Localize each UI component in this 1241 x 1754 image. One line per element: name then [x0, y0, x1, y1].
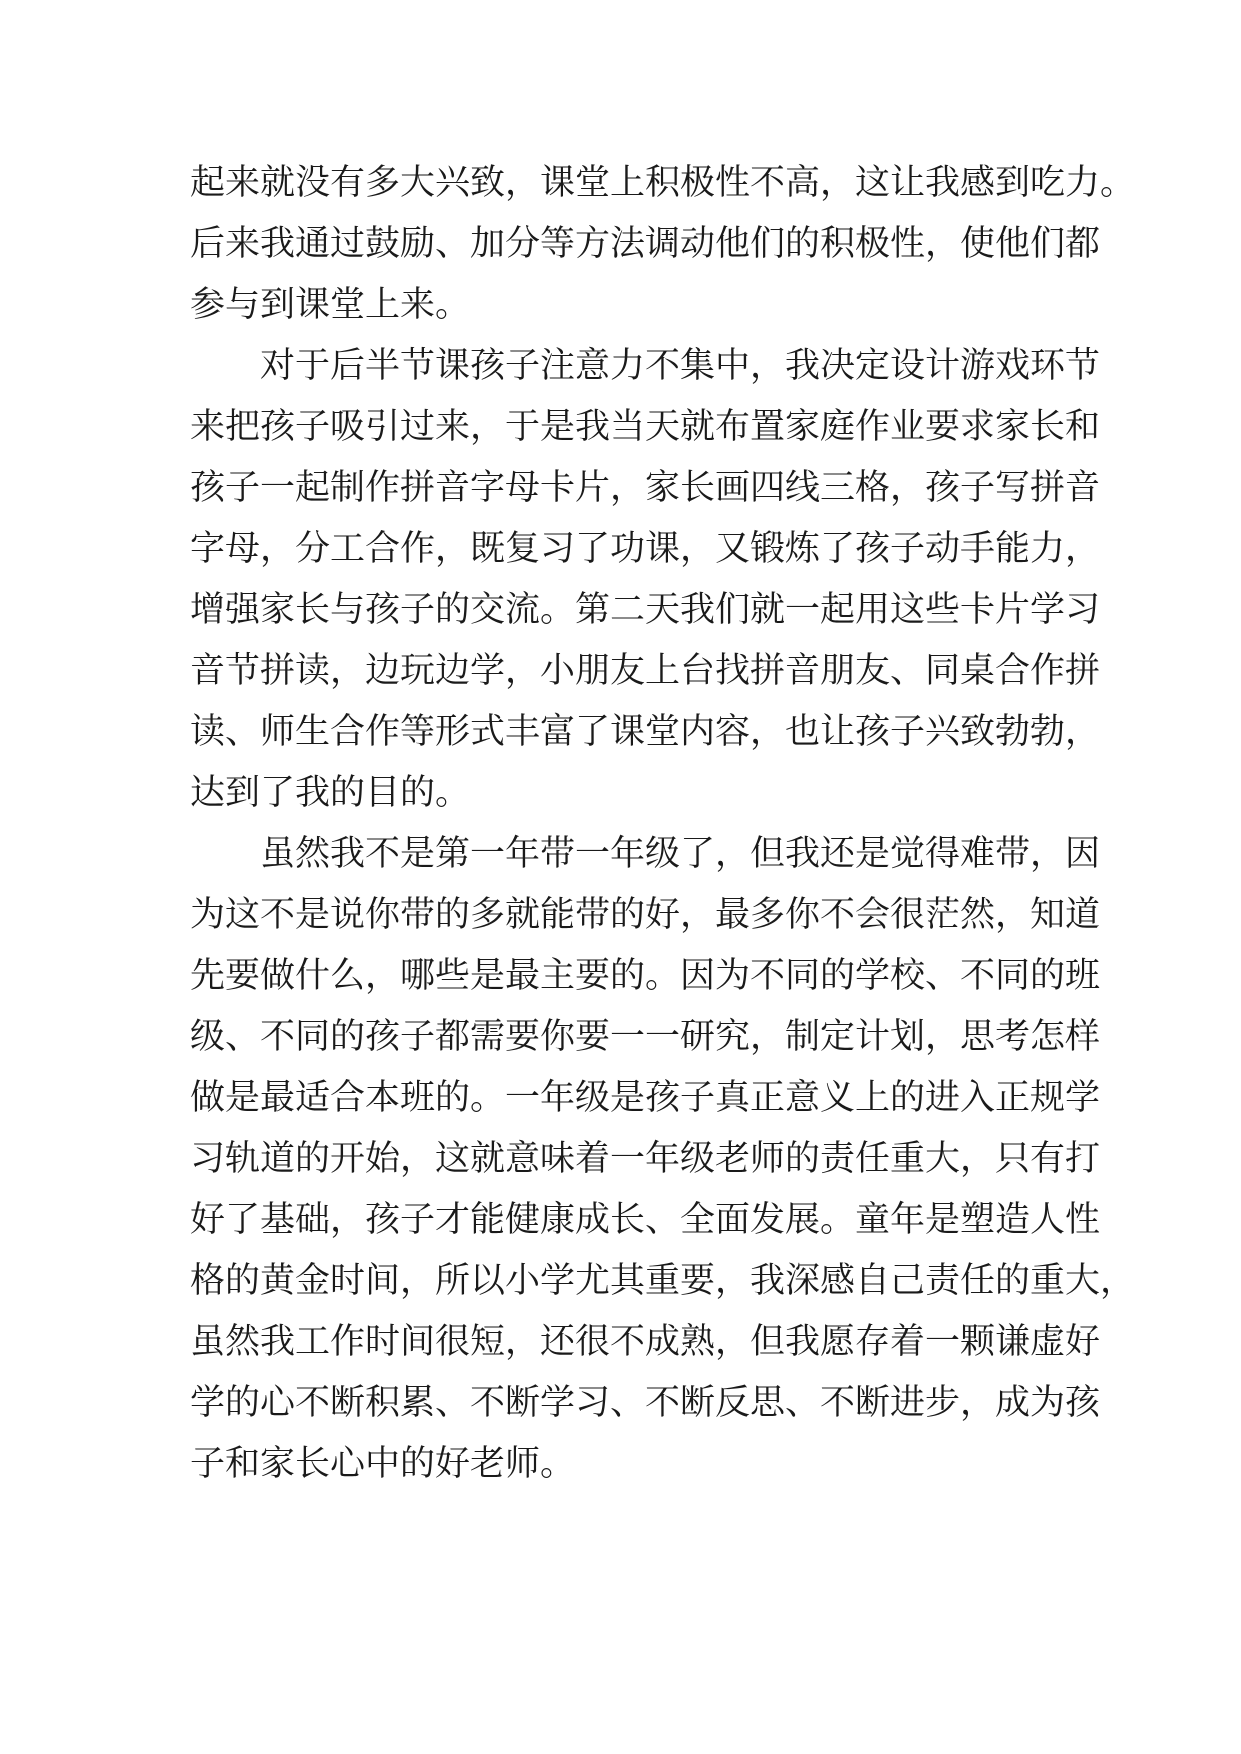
text-line: 孩子一起制作拼音字母卡片，家长画四线三格，孩子写拼音	[190, 468, 1101, 508]
paragraph-2	[190, 336, 1101, 824]
text-line: 音节拼读，边玩边学，小朋友上台找拼音朋友、同桌合作拼	[190, 651, 1101, 691]
text-line: 增强家长与孩子的交流。第二天我们就一起用这些卡片学习	[190, 590, 1101, 630]
text-line: 先要做什么，哪些是最主要的。因为不同的学校、不同的班	[190, 956, 1101, 996]
text-line: 子和家长心中的好老师。	[190, 1444, 576, 1484]
text-line: 格的黄金时间，所以小学尤其重要，我深感自己责任的重大，	[190, 1261, 1136, 1301]
text-line: 虽然我不是第一年带一年级了，但我还是觉得难带，因	[260, 834, 1101, 874]
text-line: 做是最适合本班的。一年级是孩子真正意义上的进入正规学	[190, 1078, 1101, 1118]
text-line: 字母，分工合作，既复习了功课，又锻炼了孩子动手能力，	[190, 529, 1101, 569]
text-line: 为这不是说你带的多就能带的好，最多你不会很茫然，知道	[190, 895, 1101, 935]
text-line: 达到了我的目的。	[190, 773, 471, 813]
paragraph-3	[190, 824, 1136, 1495]
text-line: 对于后半节课孩子注意力不集中，我决定设计游戏环节	[260, 346, 1101, 386]
text-line: 后来我通过鼓励、加分等方法调动他们的积极性，使他们都	[190, 224, 1101, 264]
text-line: 参与到课堂上来。	[190, 285, 471, 325]
text-line: 学的心不断积累、不断学习、不断反思、不断进步，成为孩	[190, 1383, 1101, 1423]
text-line: 读、师生合作等形式丰富了课堂内容，也让孩子兴致勃勃，	[190, 712, 1101, 752]
text-line: 来把孩子吸引过来，于是我当天就布置家庭作业要求家长和	[190, 407, 1101, 447]
text-line: 级、不同的孩子都需要你要一一研究，制定计划，思考怎样	[190, 1017, 1101, 1057]
text-line: 好了基础，孩子才能健康成长、全面发展。童年是塑造人性	[190, 1200, 1101, 1240]
body-text	[190, 153, 1136, 1495]
paragraph-1	[190, 153, 1136, 336]
text-line: 虽然我工作时间很短，还很不成熟，但我愿存着一颗谦虚好	[190, 1322, 1101, 1362]
text-line: 起来就没有多大兴致，课堂上积极性不高，这让我感到吃力。	[190, 163, 1136, 203]
text-line: 习轨道的开始，这就意味着一年级老师的责任重大，只有打	[190, 1139, 1101, 1179]
